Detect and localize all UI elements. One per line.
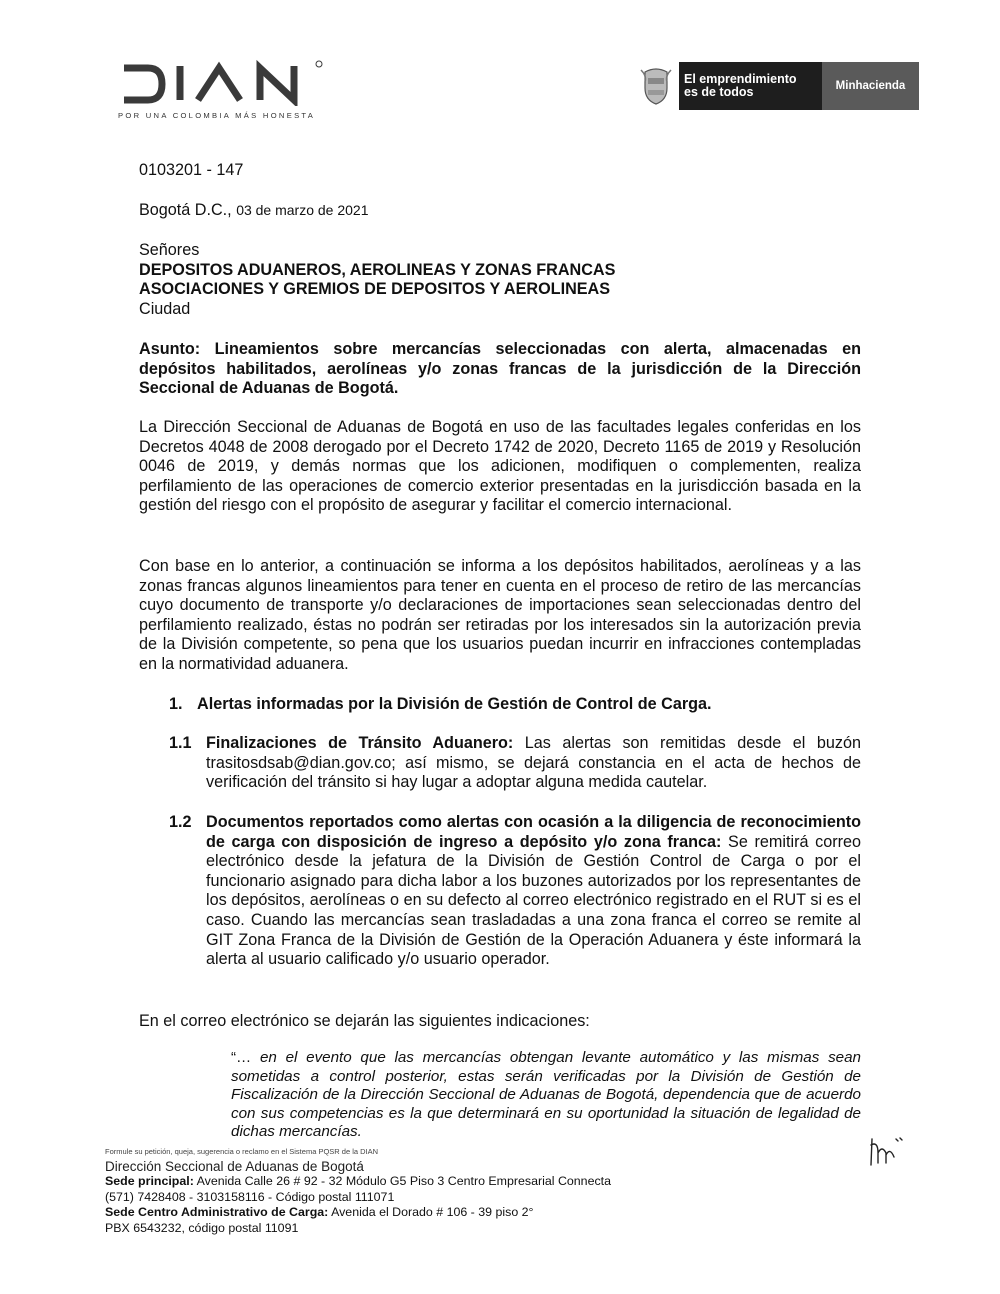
- hq-label: Sede principal:: [105, 1174, 194, 1188]
- dian-wordmark-icon: [118, 58, 328, 106]
- paragraph-2: Con base en lo anterior, a continuación se informa a los depósitos habilitados, aerolíneas y a las zonas francas algunos lineamientos para tener en cuenta en el proceso de retiro de las mercancías cuyo documento de transporte y/o declaraciones de importaciones sean seleccionadas dentro del perfilamiento realizado, éstas no podrán ser retiradas por los interesados sin la autorización previa de la División competente, so pena que los usuarios puedan incurrir en infracciones contempladas en la normatividad aduanera.: [139, 557, 861, 673]
- hq-address: Avenida Calle 26 # 92 - 32 Módulo G5 Piso 3 Centro Empresarial Connecta: [193, 1174, 611, 1188]
- ministry-label: Minhacienda: [822, 62, 919, 110]
- quoted-instruction: [231, 1049, 861, 1142]
- item-1-1-number: 1.1: [169, 734, 192, 752]
- footer: [105, 1147, 611, 1236]
- item-1-2-text: [206, 813, 861, 970]
- pqsr-note: Formule su petición, queja, sugerencia o reclamo en el Sistema PQSR de la DIAN: [105, 1147, 379, 1156]
- section1-title: Alertas informadas por la División de Gestión de Control de Carga.: [197, 695, 712, 713]
- coat-of-arms-icon: [633, 62, 679, 110]
- government-badge: [633, 62, 919, 110]
- item-1-2-title: Documentos reportados como alertas con ocasión a la diligencia de reconocimiento de carga con disposición de ingreso a depósito y/o zona franca:: [206, 813, 861, 851]
- item-1-2-body: Se remitirá correo electrónico desde la jefatura de la División de Gestión Control de Carga o por el funcionario asignado para dicha labor a los buzones autorizados por los representantes de los depósitos, aerolíneas o en su defecto al correo electrónico registrado en el RUT si es el caso. Cuando las mercancías sean trasladadas a una zona franca el correo se remite al GIT Zona Franca de la División de Gestión de la Operación Aduanera y éste informará la alerta al usuario calificado y/o usuario operador.: [206, 832, 861, 969]
- signature-initials-icon: [868, 1135, 908, 1167]
- slogan-line1: El emprendimiento: [684, 72, 797, 86]
- subject: Asunto: Lineamientos sobre mercancías seleccionadas con alerta, almacenadas en depósitos habilitados, aerolíneas y/o zonas francas de la jurisdicción de la Dirección Seccional de Aduanas de Bogotá.: [139, 340, 861, 398]
- recipient-line2: ASOCIACIONES Y GREMIOS DE DEPOSITOS Y AEROLINEAS: [139, 280, 611, 299]
- slogan-box: [679, 62, 822, 110]
- item-1-2-number: 1.2: [169, 813, 192, 831]
- city: Bogotá D.C.,: [139, 201, 232, 219]
- quote-open: “…: [231, 1049, 260, 1066]
- recipient-line1: DEPOSITOS ADUANEROS, AEROLINEAS Y ZONAS FRANCAS: [139, 260, 616, 279]
- reference-number: 0103201 - 147: [139, 161, 244, 179]
- hq-phones: (571) 7428408 - 3103158116 - Código postal 111071: [105, 1189, 395, 1204]
- section1-number: 1.: [169, 695, 183, 713]
- cargo-label: Sede Centro Administrativo de Carga:: [105, 1205, 329, 1220]
- date: 03 de marzo de 2021: [236, 202, 369, 218]
- recipient-city: Ciudad: [139, 299, 191, 318]
- hq-line: [105, 1174, 611, 1190]
- salutation: Señores: [139, 241, 200, 259]
- section-name-line: [105, 1159, 611, 1174]
- dian-tagline: POR UNA COLOMBIA MÁS HONESTA: [118, 111, 316, 120]
- cargo-address: Avenida el Dorado # 106 - 39 piso 2°: [328, 1205, 534, 1220]
- dian-logo: [118, 58, 328, 118]
- email-intro: En el correo electrónico se dejarán las siguientes indicaciones:: [139, 1012, 590, 1030]
- cargo-line: [105, 1205, 611, 1221]
- section-name: Aduanas de Bogotá: [245, 1159, 364, 1174]
- quote-text: en el evento que las mercancías obtengan levante automático y las mismas sean sometidas a control posterior, estas serán verificadas por la División de Gestión de Fiscalización de la Dirección Seccional de Aduanas de Bogotá, dependencia que de acuerdo con sus competencias es la que determinará en su oportunidad la situación de legalidad de dichas mercancías.: [231, 1049, 862, 1141]
- paragraph-1: La Dirección Seccional de Aduanas de Bogotá en uso de las facultades legales conferidas en los Decretos 4048 de 2008 derogado por el Decreto 1742 de 2020, Decreto 1165 de 2019 y Resolución 0046 de 2019, y demás normas que los adicionen, modifiquen o complementen, realiza perfilamiento de las operaciones de comercio exterior presentadas en la jurisdicción basada en la gestión del riesgo con el propósito de asegurar y facilitar el comercio internacional.: [139, 418, 861, 515]
- section-prefix: Dirección Seccional de: [105, 1159, 246, 1174]
- cargo-phone: PBX 6543232, código postal 11091: [105, 1220, 299, 1235]
- item-1-1-text: [206, 734, 861, 793]
- date-line: [139, 201, 861, 221]
- item-1-1-title: Finalizaciones de Tránsito Aduanero:: [206, 734, 514, 752]
- item-1-1-body: Las alertas son remitidas desde el buzón trasitosdsab@dian.gov.co; así mismo, se dejará constancia en el acta de hechos de verificación del tránsito si hay lugar a adoptar alguna medida cautelar.: [206, 734, 861, 792]
- recipient-block: [139, 241, 861, 319]
- slogan-line2: es de todos: [684, 85, 754, 99]
